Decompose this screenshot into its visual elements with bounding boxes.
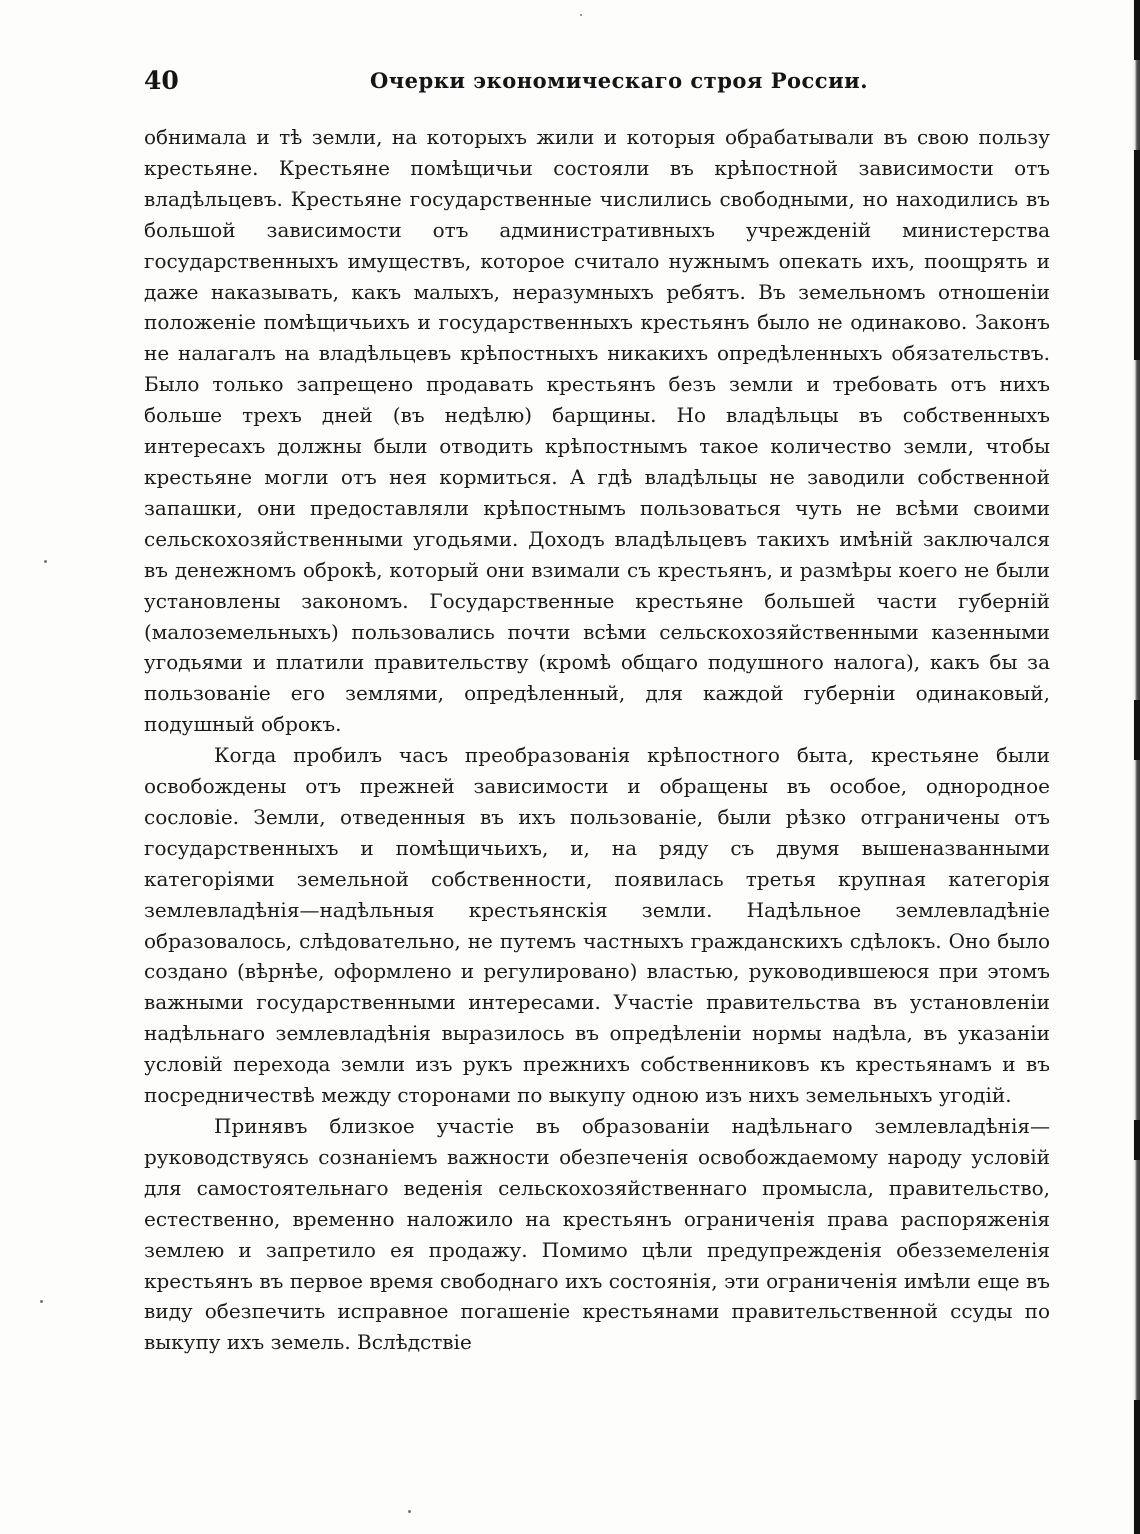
page-header [144,66,1048,106]
running-title: Очерки экономическаго строя России. [370,68,869,93]
page-number: 40 [144,66,179,95]
paragraph-3: Принявъ близкое участіе въ образованіи надѣльнаго землевладѣнія— руководствуясь сознаніемъ важности обезпеченія освобождаемому народу условій для самостоятельнаго веденія сельскохозяйственнаго промысла, правительство, естественно, временно наложило на крестьянъ ограниченія права распоряженія землею и запретило ея продажу. Помимо цѣли предупрежденія обезземеленія крестьянъ въ первое время свободнаго ихъ состоянія, эти ограниченія имѣли еще въ виду обезпечить исправное погашеніе крестьянами правительственной ссуды по выкупу ихъ земель. Вслѣдствіе [144,1114,1050,1355]
edge-mark-bottom [1134,1400,1140,1534]
edge-mark-lower [1134,1120,1140,1160]
paper-speck [408,1510,411,1513]
edge-mark-top [1134,0,1140,60]
paper-speck [44,560,47,563]
body-text [144,122,1050,1358]
edge-mark-middle [1134,700,1140,760]
paper-speck [580,14,582,16]
edge-mark-upper [1134,150,1140,360]
paragraph-2: Когда пробилъ часъ преобразованія крѣпостного быта, крестьяне были освобождены отъ прежней зависимости и обращены въ особое, однородное сословіе. Земли, отведенныя въ ихъ пользованіе, были рѣзко отграничены отъ государственныхъ и помѣщичьихъ, и, на ряду съ двумя вышеназванными категоріями земельной собственности, появилась третья крупная категорія землевладѣнія—надѣльныя крестьянскія земли. Надѣльное землевладѣніе образовалось, слѣдовательно, не путемъ частныхъ гражданскихъ сдѣлокъ. Оно было создано (вѣрнѣе, оформлено и регулировано) властью, руководившеюся при этомъ важными государственными интересами. Участіе правительства въ установленіи надѣльнаго землевладѣнія выразилось въ опредѣленіи нормы надѣла, въ указаніи условій перехода земли изъ рукъ прежнихъ собственниковъ къ крестьянамъ и въ посредничествѣ между сторонами по выкупу одною изъ нихъ земельныхъ угодій. [144,743,1050,1108]
paragraph-1: обнимала и тѣ земли, на которыхъ жили и которыя обрабатывали въ свою пользу крестьяне. Крестьяне помѣщичьи состояли въ крѣпостной зависимости отъ владѣльцевъ. Крестьяне государственные числились свободными, но находились въ большой зависимости отъ административныхъ учрежденій министерства государственныхъ имуществъ, которое считало нужнымъ опекать ихъ, поощрять и даже наказывать, какъ малыхъ, неразумныхъ ребятъ. Въ земельномъ отношеніи положеніе помѣщичьихъ и государственныхъ крестьянъ было не одинаково. Законъ не налагалъ на владѣльцевъ крѣпостныхъ никакихъ опредѣленныхъ обязательствъ. Было только запрещено продавать крестьянъ безъ земли и требовать отъ нихъ больше трехъ дней (въ недѣлю) барщины. Но владѣльцы въ собственныхъ интересахъ должны были отводить крѣпостнымъ такое количество земли, чтобы крестьяне могли отъ нея кормиться. А гдѣ владѣльцы не заводили собственной запашки, они предоставляли крѣпостнымъ пользоваться чуть не всѣми своими сельскохозяйственными угодьями. Доходъ владѣльцевъ такихъ имѣній заключался въ денежномъ оброкѣ, который они взимали съ крестьянъ, и размѣры коего не были установлены закономъ. Государственные крестьяне большей части губерній (малоземельныхъ) пользовались почти всѣми сельскохозяйственными казенными угодьями и платили правительству (кромѣ общаго подушного налога), какъ бы за пользованіе его землями, опредѣленный, для каждой губерніи одинаковый, подушный оброкъ. [144,125,1050,737]
paper-speck [40,1300,43,1303]
